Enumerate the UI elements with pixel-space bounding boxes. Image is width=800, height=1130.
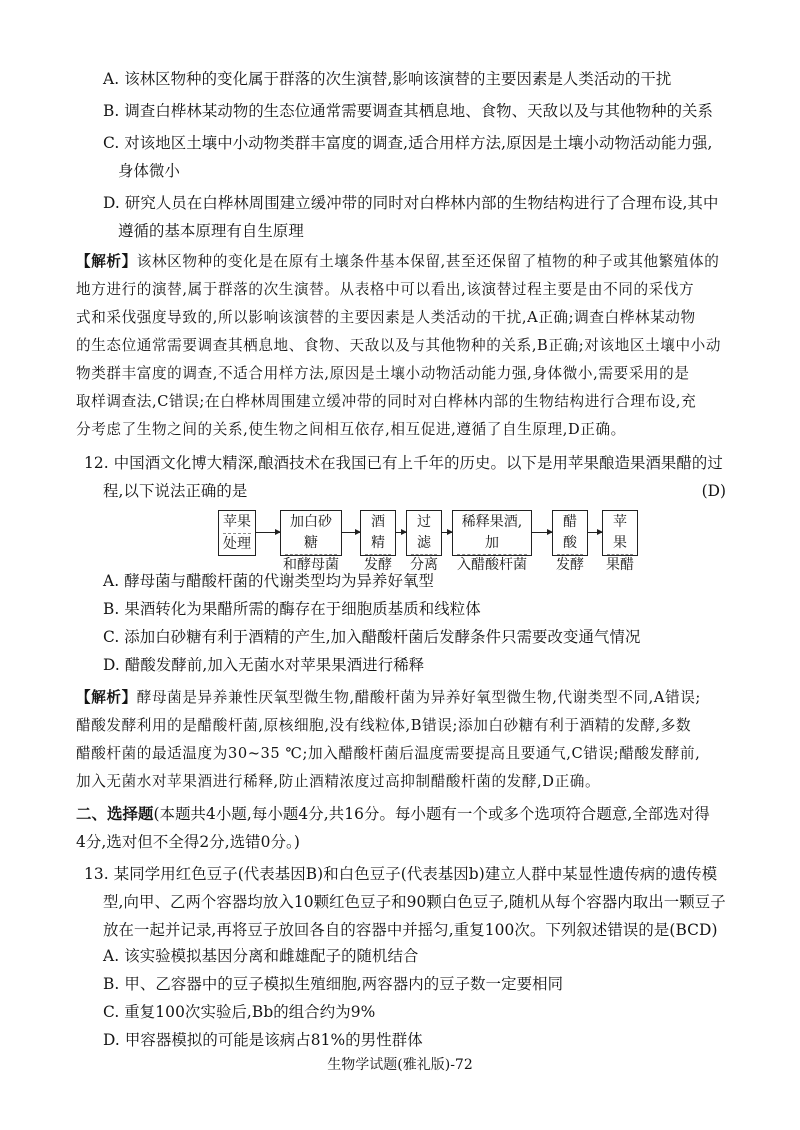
flow-step-1: 苹果 处理 bbox=[218, 510, 256, 556]
q11-analysis-line-5: 物类群丰富度的调查,不适合用样方法,原因是土壤小动物活动能力强,身体微小,需要采用的是 bbox=[76, 365, 690, 382]
q11-analysis-line-4: 的生态位通常需要调查其栖息地、食物、天敌以及与其他物种的关系,B正确;对该地区土壤中小动 bbox=[76, 337, 722, 354]
analysis-label: 【解析】 bbox=[76, 689, 137, 706]
q12-analysis-line-3: 醋酸杆菌的最适温度为30~35 ℃;加入醋酸杆菌后温度需要提高且要通气,C错误;醋酸发酵前, bbox=[76, 745, 701, 762]
analysis-label: 【解析】 bbox=[76, 253, 137, 270]
q11-analysis-line-2: 地方进行的演替,属于群落的次生演替。从表格中可以看出,该演替过程主要是由不同的采伐方 bbox=[76, 281, 695, 298]
flow-arrow bbox=[532, 532, 552, 533]
q13-option-c: C. 重复100次实验后,Bb的组合约为9% bbox=[103, 1003, 376, 1021]
flow-arrow bbox=[442, 532, 452, 533]
q13-option-a: A. 该实验模拟基因分离和雌雄配子的随机结合 bbox=[103, 947, 419, 965]
q13-option-b: B. 甲、乙容器中的豆子模拟生殖细胞,两容器内的豆子数一定要相同 bbox=[103, 975, 564, 993]
q11-analysis-line-6: 取样调查法,C错误;在白桦林周围建立缓冲带的同时对白桦林内部的生物结构进行合理布设,充 bbox=[76, 393, 697, 410]
section-2-desc-cont: 4分,选对但不全得2分,选错0分。) bbox=[76, 833, 300, 851]
flow-step-2: 加白砂糖 和酵母菌 bbox=[280, 510, 342, 556]
q12-analysis-line-1: 【解析】酵母菌是异养兼性厌氧型微生物,醋酸杆菌为异养好氧型微生物,代谢类型不同,A错误; bbox=[76, 689, 701, 706]
q12-analysis-line-2: 醋酸发酵利用的是醋酸杆菌,原核细胞,没有线粒体,B错误;添加白砂糖有利于酒精的发酵,多数 bbox=[76, 717, 692, 734]
flow-arrow bbox=[588, 532, 602, 533]
q11-analysis-line-1: 【解析】该林区物种的变化是在原有土壤条件基本保留,甚至还保留了植物的种子或其他繁殖体的 bbox=[76, 253, 720, 270]
q12-stem: 12. 中国酒文化博大精深,酿酒技术在我国已有上千年的历史。以下是用苹果酿造果酒果醋的过 bbox=[84, 454, 723, 472]
section-2-heading: 二、选择题(本题共4小题,每小题4分,共16分。每小题有一个或多个选项符合题意,全部选对得 bbox=[76, 805, 710, 823]
q11-option-c-cont: 身体微小 bbox=[118, 162, 180, 180]
flow-step-7: 苹果 果醋 bbox=[602, 510, 638, 556]
flow-step-3: 酒精 发酵 bbox=[360, 510, 396, 556]
q11-analysis-line-7: 分考虑了生物之间的关系,使生物之间相互依存,相互促进,遵循了自生原理,D正确。 bbox=[76, 421, 626, 438]
q11-option-d: D. 研究人员在白桦林周围建立缓冲带的同时对白桦林内部的生物结构进行了合理布设,其中 bbox=[103, 194, 719, 212]
q11-option-a: A. 该林区物种的变化属于群落的次生演替,影响该演替的主要因素是人类活动的干扰 bbox=[103, 70, 672, 88]
q11-option-b: B. 调查白桦林某动物的生态位通常需要调查其栖息地、食物、天敌以及与其他物种的关系 bbox=[103, 102, 714, 120]
section-2-title: 二、选择题 bbox=[76, 805, 154, 823]
flow-step-6: 醋酸 发酵 bbox=[552, 510, 588, 556]
flow-step-5: 稀释果酒,加 入醋酸杆菌 bbox=[452, 510, 532, 556]
q12-option-a: A. 酵母菌与醋酸杆菌的代谢类型均为异养好氧型 bbox=[103, 572, 435, 590]
q11-option-c: C. 对该地区土壤中小动物类群丰富度的调查,适合用样方法,原因是土壤小动物活动能力强, bbox=[103, 134, 713, 152]
flow-arrow bbox=[396, 532, 406, 533]
q11-analysis-line-3: 式和采伐强度导致的,所以影响该演替的主要因素是人类活动的干扰,A正确;调查白桦林某动物 bbox=[76, 309, 696, 326]
q13-option-d: D. 甲容器模拟的可能是该病占81%的男性群体 bbox=[103, 1031, 423, 1049]
flow-step-4: 过滤 分离 bbox=[406, 510, 442, 556]
q12-option-b: B. 果酒转化为果醋所需的酶存在于细胞质基质和线粒体 bbox=[103, 600, 481, 618]
q12-option-c: C. 添加白砂糖有利于酒精的产生,加入醋酸杆菌后发酵条件只需要改变通气情况 bbox=[103, 628, 641, 646]
q13-stem-cont-2: 放在一起并记录,再将豆子放回各自的容器中并摇匀,重复100次。下列叙述错误的是(BCD) bbox=[103, 921, 718, 939]
q12-answer: (D) bbox=[701, 482, 726, 500]
q13-stem-cont-1: 型,向甲、乙两个容器均放入10颗红色豆子和90颗白色豆子,随机从每个容器内取出一颗豆子 bbox=[103, 893, 726, 911]
q12-stem-cont: 程,以下说法正确的是 bbox=[103, 482, 248, 500]
q13-stem: 13. 某同学用红色豆子(代表基因B)和白色豆子(代表基因b)建立人群中某显性遗传病的遗传模 bbox=[84, 865, 718, 883]
q12-analysis-line-4: 加入无菌水对苹果酒进行稀释,防止酒精浓度过高抑制醋酸杆菌的发酵,D正确。 bbox=[76, 773, 601, 790]
flow-arrow bbox=[256, 532, 280, 533]
flow-arrow bbox=[342, 532, 360, 533]
page-footer: 生物学试题(雅礼版)-72 bbox=[327, 1057, 473, 1073]
q12-option-d: D. 醋酸发酵前,加入无菌水对苹果果酒进行稀释 bbox=[103, 656, 425, 674]
q11-option-d-cont: 遵循的基本原理有自生原理 bbox=[118, 222, 304, 240]
